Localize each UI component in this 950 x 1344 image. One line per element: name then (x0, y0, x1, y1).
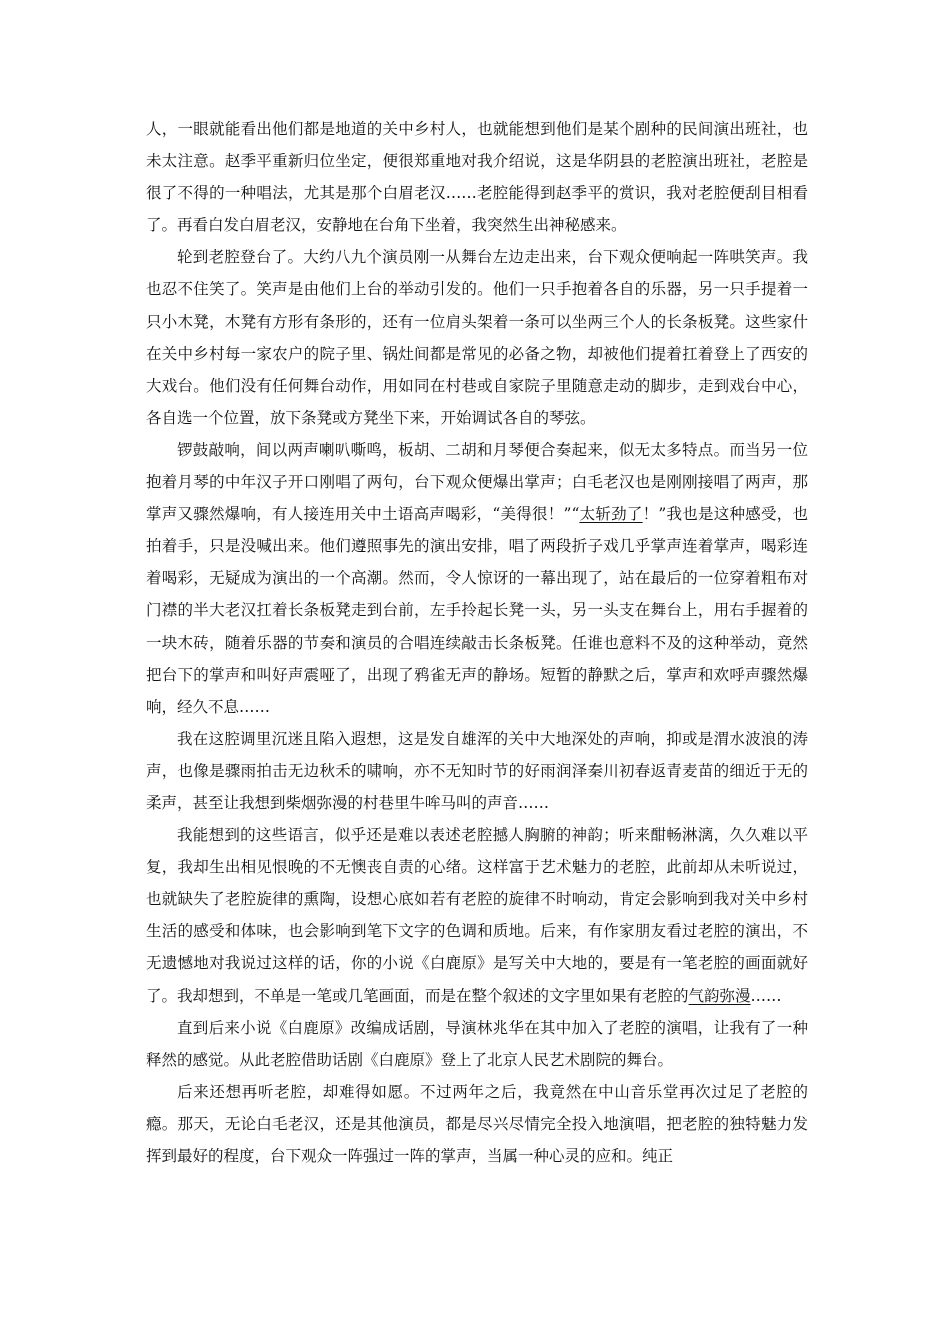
paragraph (146, 723, 808, 819)
paragraph (146, 113, 808, 241)
paragraph-text: 我在这腔调里沉迷且陷入遐想，这是发自雄浑的关中大地深处的声响，抑或是渭水波浪的涛声，也像是骤雨拍击无边秋禾的啸响，亦不无知时节的好雨润泽秦川初春返青麦苗的细近于无的柔声，甚至让我想到柴烟弥漫的村巷里牛哞马叫的声音…… (146, 729, 808, 812)
paragraph-text: …… (750, 986, 782, 1005)
paragraph (146, 1012, 808, 1076)
paragraph-text: 后来还想再听老腔，却难得如愿。不过两年之后，我竟然在中山音乐堂再次过足了老腔的瘾。那天，无论白毛老汉，还是其他演员，都是尽兴尽情完全投入地演唱，把老腔的独特魅力发挥到最好的程度，台下观众一阵强过一阵的掌声，当属一种心灵的应和。纯正 (146, 1082, 808, 1165)
paragraph (146, 434, 808, 723)
paragraph-text: 轮到老腔登台了。大约八九个演员刚一从舞台左边走出来，台下观众便响起一阵哄笑声。我也忍不住笑了。笑声是由他们上台的举动引发的。他们一只手抱着各自的乐器，另一只手提着一只小木凳，木凳有方形有条形的，还有一位肩头架着一条可以坐两三个人的长条板凳。这些家什在关中乡村每一家农户的院子里、锅灶间都是常见的必备之物，却被他们提着扛着登上了西安的大戏台。他们没有任何舞台动作，用如同在村巷或自家院子里随意走动的脚步，走到戏台中心，各自选一个位置，放下条凳或方凳坐下来，开始调试各自的琴弦。 (146, 248, 808, 427)
paragraph (146, 1076, 808, 1172)
underlined-phrase: 气韵弥漫 (688, 986, 751, 1005)
paragraph-text: ！”我也是这种感受，也拍着手，只是没喊出来。他们遵照事先的演出安排，唱了两段折子戏几乎掌声连着掌声，喝彩连着喝彩，无疑成为演出的一个高潮。然而，令人惊讶的一幕出现了，站在最后的一位穿着粗布对门襟的半大老汉扛着长条板凳走到台前，左手拎起长凳一头，另一头支在舞台上，用右手握着的一块木砖，随着乐器的节奏和演员的合唱连续敲击长条板凳。任谁也意料不及的这种举动，竟然把台下的掌声和叫好声震哑了，出现了鸦雀无声的静场。短暂的静默之后，掌声和欢呼声骤然爆响，经久不息…… (146, 505, 808, 716)
paragraph-text: 锣鼓敲响，间以两声喇叭嘶鸣，板胡、二胡和月琴便合奏起来，似无太多特点。而当另一位抱着月琴的中年汉子开口刚唱了两句，台下观众便爆出掌声；白毛老汉也是刚刚接唱了两声，那掌声又骤然爆响，有人接连用关中土语高声喝彩，“美得很！”“ (146, 440, 808, 524)
underlined-phrase: 太斩劲了 (579, 505, 643, 524)
paragraph (146, 819, 808, 1012)
paragraph-text: 我能想到的这些语言，似乎还是难以表述老腔撼人胸腑的神韵；听来酣畅淋漓，久久难以平复，我却生出相见恨晚的不无懊丧自责的心绪。这样富于艺术魅力的老腔，此前却从未听说过，也就缺失了老腔旋律的熏陶，设想心底如若有老腔的旋律不时响动，肯定会影响到我对关中乡村生活的感受和体味，也会影响到笔下文字的色调和质地。后来，有作家朋友看过老腔的演出，不无遗憾地对我说过这样的话，你的小说《白鹿原》是写关中大地的，要是有一笔老腔的画面就好了。我却想到，不单是一笔或几笔画面，而是在整个叙述的文字里如果有老腔的 (146, 826, 808, 1005)
paragraph-text: 直到后来小说《白鹿原》改编成话剧，导演林兆华在其中加入了老腔的演唱，让我有了一种释然的感觉。从此老腔借助话剧《白鹿原》登上了北京人民艺术剧院的舞台。 (146, 1018, 808, 1069)
paragraph-text: 人，一眼就能看出他们都是地道的关中乡村人，也就能想到他们是某个剧种的民间演出班社，也未太注意。赵季平重新归位坐定，便很郑重地对我介绍说，这是华阴县的老腔演出班社，老腔是很了不得的一种唱法，尤其是那个白眉老汉……老腔能得到赵季平的赏识，我对老腔便刮目相看了。再看白发白眉老汉，安静地在台角下坐着，我突然生出神秘感来。 (146, 120, 808, 235)
paragraph (146, 241, 808, 434)
